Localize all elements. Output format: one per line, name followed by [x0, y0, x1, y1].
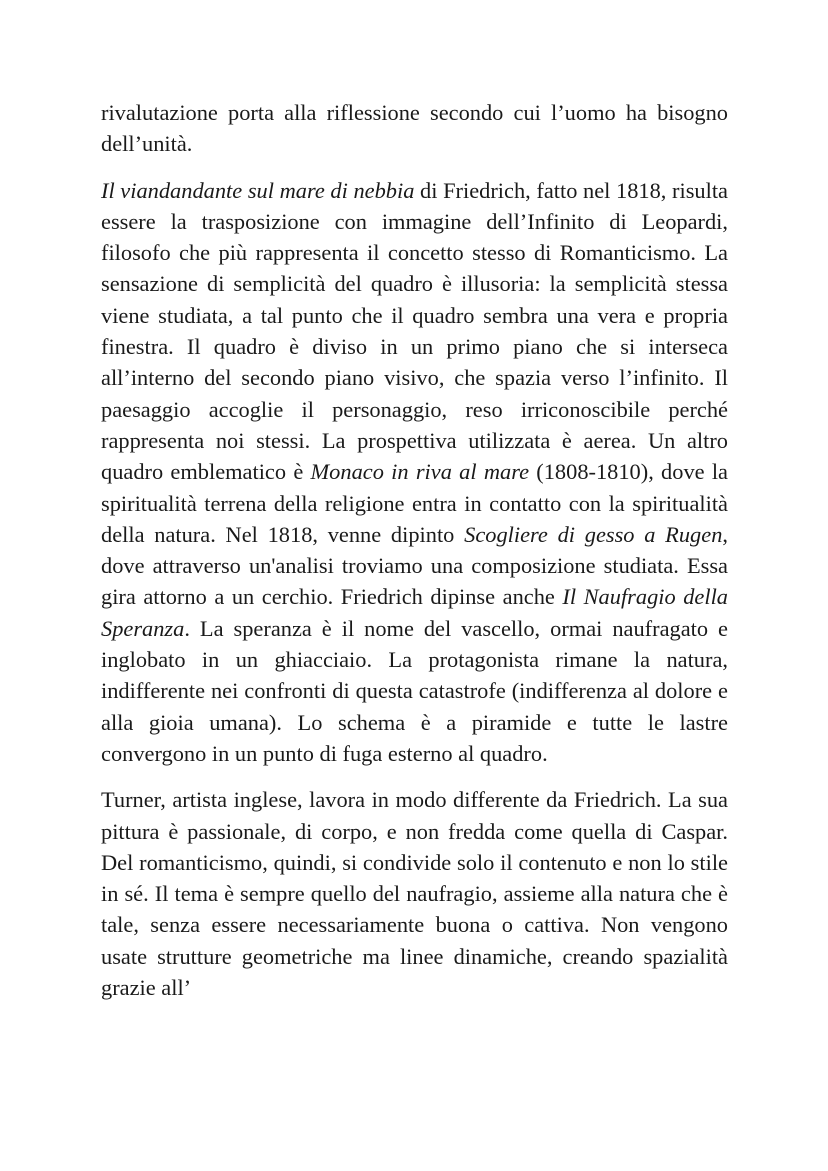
paragraph-2-text-d: . La speranza è il nome del vascello, ormai naufragato e inglobato in un ghiacciaio. La protagonista rimane la natura, indifferente nei confronti di questa catastrofe (indifferenza al dolore e alla gioia umana). Lo schema è a piramide e tutte le lastre convergono in un punto di fuga esterno al quadro. [101, 615, 728, 766]
artwork-title-naufragio: Il Naufragio della Speranza [101, 584, 728, 641]
artwork-title-monaco: Monaco in riva al mare [310, 459, 530, 485]
paragraph-1-text: rivalutazione porta alla riflessione secondo cui l’uomo ha bisogno dell’unità. [101, 100, 728, 157]
paragraph-3-text: Turner, artista inglese, lavora in modo differente da Friedrich. La sua pittura è passionale, di corpo, e non fredda come quella di Caspar. Del romanticismo, quindi, si condivide solo il contenuto e non lo stile in sé. Il tema è sempre quello del naufragio, assieme alla natura che è tale, senza essere necessariamente buona o cattiva. Non vengono usate strutture geometriche ma linee dinamiche, creando spazialità grazie all’ [101, 787, 728, 1001]
artwork-title-scogliere: Scogliere di gesso a Rugen [464, 521, 723, 547]
document-page [101, 97, 728, 1018]
paragraph-3 [101, 784, 728, 1003]
paragraph-1 [101, 97, 728, 160]
artwork-title-viandante: Il viandandante sul mare di nebbia [101, 177, 415, 203]
paragraph-2-text-b: (1808-1810), dove la spiritualità terrena della religione entra in contatto con la spiritualità della natura. Nel 1818, venne dipinto [101, 459, 728, 547]
paragraph-2-text-a: di Friedrich, fatto nel 1818, risulta essere la trasposizione con immagine dell’Infinito di Leopardi, filosofo che più rappresenta il concetto stesso di Romanticismo. La sensazione di semplicità del quadro è illusoria: la semplicità stessa viene studiata, a tal punto che il quadro sembra una vera e propria finestra. Il quadro è diviso in un primo piano che si interseca all’interno del secondo piano visivo, che spazia verso l’infinito. Il paesaggio accoglie il personaggio, reso irriconoscibile perché rappresenta noi stessi. La prospettiva utilizzata è aerea. Un altro quadro emblematico è [101, 177, 728, 485]
paragraph-2-text-c: , dove attraverso un'analisi troviamo una composizione studiata. Essa gira attorno a un cerchio. Friedrich dipinse anche [101, 521, 728, 610]
paragraph-2 [101, 175, 728, 770]
